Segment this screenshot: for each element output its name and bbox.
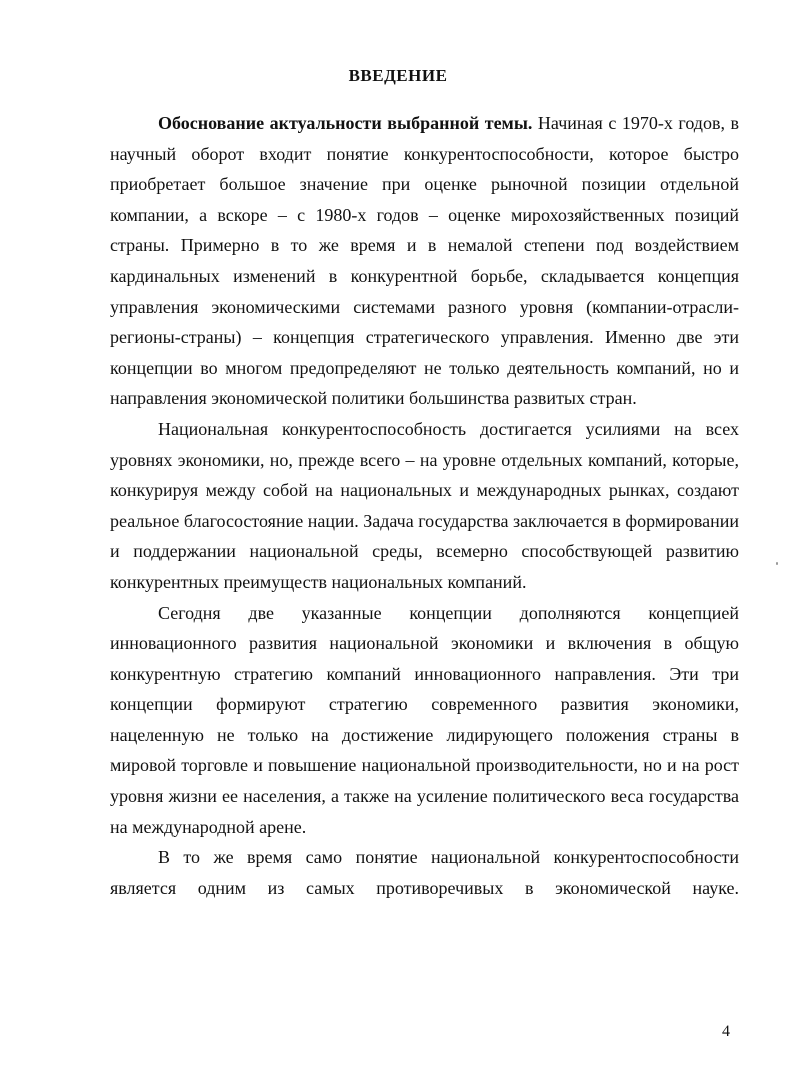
paragraph-text: Начиная с 1970-х годов, в научный оборот входит понятие конкурентоспособности, которое быстро приобретает большое значение при оценке рыночной позиции отдельной компании, а вскоре – с 1980-х годов – оценке мирохозяйственных позиций страны. Примерно в то же время и в немалой степени под воздействием кардинальных изменений в конкурентной борьбе, складывается концепция управления экономическими системами разного уровня (компании-отрасли-регионы-страны) – концепция стратегического управления. Именно две эти концепции во многом предопределяют не только деятельность компаний, но и направления экономической политики большинства развитых стран. [110,113,739,409]
document-body [110,108,739,903]
scan-speck [776,562,778,565]
paragraph-contradictory-concept: В то же время само понятие национальной конкурентоспособности является одним из самых противоречивых в экономической науке. [110,847,739,898]
page-title: ВВЕДЕНИЕ [348,66,448,85]
page-number: 4 [722,1023,730,1040]
paragraph-relevance [110,108,739,414]
paragraph-innovation-concept: Сегодня две указанные концепции дополняются концепцией инновационного развития национальной экономики и включения в общую конкурентную стратегию компаний инновационного направления. Эти три концепции формируют стратегию современного развития экономики, нацеленную не только на достижение лидирующего положения страны в мировой торговле и повышение национальной производительности, но и на рост уровня жизни ее населения, а также на усиление политического веса государства на международной арене. [110,602,739,837]
paragraph-lead-heading: Обоснование актуальности выбранной темы. [158,113,533,133]
paragraph-national-competitiveness: Национальная конкурентоспособность достигается усилиями на всех уровнях экономики, но, прежде всего – на уровне отдельных компаний, которые, конкурируя между собой на национальных и международных рынках, создают реальное благосостояние нации. Задача государства заключается в формировании и поддержании национальной среды, всемерно способствующей развитию конкурентных преимуществ национальных компаний. [110,418,739,592]
